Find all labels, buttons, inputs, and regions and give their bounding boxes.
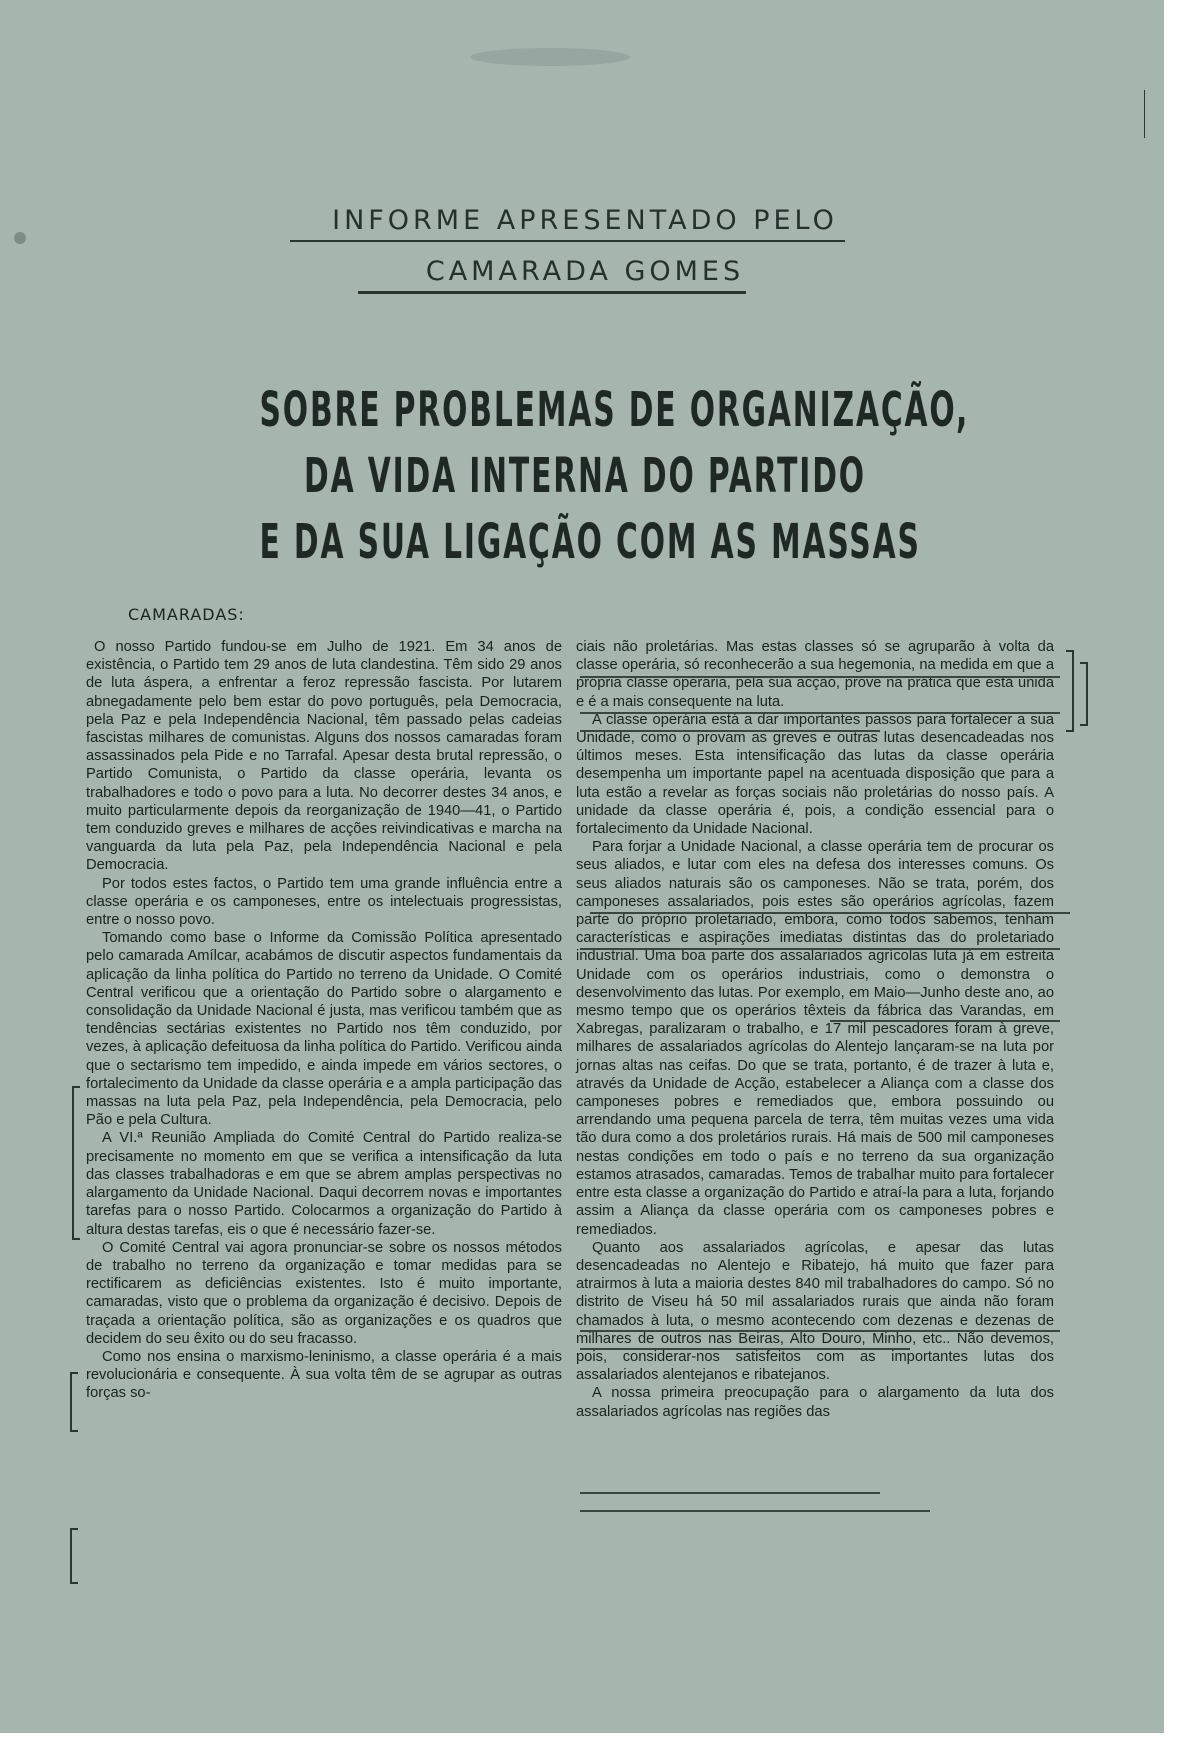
handwritten-underline: [580, 730, 880, 732]
paragraph: O nosso Partido fundou-se em Julho de 1921. Em 34 anos de existência, o Partido tem 29 anos de luta clandestina. Têm sido 29 anos de luta áspera, a enfrentar a feroz repressão fascista. Por lutarem abnegadamente pelo bem estar do povo português, pela Democracia, pela Paz e pela Independência Nacional, têm passado pelas cadeias fascistas milhares de comunistas. Alguns dos nossos camaradas foram assassinados pela Pide e no Tarrafal. Apesar desta brutal repressão, o Partido Comunista, o Partido da classe operária, levanta os trabalhadores e todo o povo para a luta. No decorrer destes 34 anos, e muito particularmente depois da reorganização de 1940—41, o Partido tem conduzido greves e milhares de acções reivindicativas e marcha na vanguarda da luta pela Paz, pela Independência Nacional e pela Democracia.: [86, 639, 562, 874]
title-line-2: DA VIDA INTERNA DO PARTIDO: [304, 448, 866, 504]
hole-punch-mark: [14, 232, 26, 244]
paragraph: Como nos ensina o marxismo-leninismo, a classe operária é a mais revolucionária e consequente. À sua volta têm de se agrupar as outras forças so-: [86, 1348, 562, 1402]
paragraph: Quanto aos assalariados agrícolas, e apesar das lutas desencadeadas no Alentejo e Ribatejo, há muito que fazer para atrairmos à luta a maioria destes 840 mil trabalhadores do campo. Só no distrito de Viseu há 50 mil assalariados rurais que ainda não foram chamados à luta, o mesmo acontecendo com dezenas e dezenas de milhares de outros nas Beiras, Alto Douro, Minho, etc.. Não devemos, pois, considerar-nos satisfeitos com as importantes lutas dos assalariados alentejanos e ribatejanos.: [576, 1239, 1054, 1384]
handwritten-underline: [580, 1348, 910, 1350]
paragraph: Por todos estes factos, o Partido tem uma grande influência entre a classe operária e os camponeses, entre os intelectuais progressistas, entre o nosso povo.: [86, 875, 562, 929]
handwritten-underline: [580, 712, 1060, 714]
margin-bracket: [70, 1528, 78, 1584]
header-underline-2: [358, 291, 746, 294]
paragraph: Para forjar a Unidade Nacional, a classe operária tem de procurar os seus aliados, e lutar com eles na defesa dos interesses comuns. Os seus aliados naturais são os camponeses. Não se trata, porém, dos camponeses assalariados, pois estes são operários agrícolas, fazem parte do próprio proletariado, embora, como todos sabemos, tenham características e aspirações imediatas distintas das do proletariado industrial. Uma boa parte dos assalariados agrícolas luta já em estreita Unidade com os operários industriais, como o demonstra o desenvolvimento das lutas. Por exemplo, em Maio—Junho deste ano, ao mesmo tempo que os operários têxteis da fábrica das Varandas, em Xabregas, paralizaram o trabalho, e 17 mil pescadores foram à greve, milhares de assalariados agrícolas do Alentejo lançaram-se na luta por jornas altas nas ceifas. Do que se trata, portanto, é de trazer à luta e, através da Unidade de Acção, estabelecer a Aliança com a classe dos camponeses pobres e remediados que, embora possuindo ou arrendando uma pequena parcela de terra, têm muitas vezes uma vida tão dura como a dos proletários rurais. Há mais de 500 mil camponeses nestas condições em todo o país e no terreno da sua organização estamos atrasados, camaradas. Temos de trabalhar muito para fortalecer entre esta classe a organização do Partido e atraí-la para a luta, forjando assim a Aliança da classe operária com os camponeses pobres e remediados.: [576, 839, 1054, 1238]
margin-bracket: [1080, 662, 1088, 726]
header-line-2: CAMARADA GOMES: [425, 256, 745, 287]
handwritten-underline: [580, 1330, 1060, 1332]
margin-bracket: [1066, 650, 1074, 732]
title-line-3: E DA SUA LIGAÇÃO COM AS MASSAS: [259, 514, 921, 570]
title-line-1: SOBRE PROBLEMAS DE ORGANIZAÇÃO,: [259, 382, 970, 438]
left-column: [86, 638, 562, 1403]
salutation: CAMARADAS:: [128, 605, 245, 624]
header-underline-1: [290, 240, 845, 242]
paragraph: A classe operária está a dar importantes passos para fortalecer a sua Unidade, como o provam as greves e outras lutas desencadeadas nos últimos meses. Esta intensificação das lutas da classe operária desempenha um importante papel na acentuada disposição que para a luta estão a revelar as forças sociais não proletárias do nosso país. A unidade da classe operária é, pois, a condição essencial para o fortalecimento da Unidade Nacional.: [576, 711, 1054, 838]
right-column: [576, 638, 1054, 1421]
paragraph: A VI.ª Reunião Ampliada do Comité Central do Partido realiza-se precisamente no momento em que se verifica a intensificação da luta das classes trabalhadoras e em que se abrem amplas perspectivas no alargamento da Unidade Nacional. Daqui decorrem novas e importantes tarefas para o nosso Partido. Colocarmos a organização do Partido à altura destas tarefas, eis o que é necessário fazer-se.: [86, 1130, 562, 1238]
paragraph: Tomando como base o Informe da Comissão Política apresentado pelo camarada Amílcar, acabámos de discutir aspectos fundamentais da aplicação da linha política do Partido no terreno da Unidade. O Comité Central verificou que a orientação do Partido sobre o alargamento e consolidação da Unidade Nacional é justa, mas verificou também que as tendências sectárias existentes no Partido nos têm conduzido, por vezes, à aplicação defeituosa da linha política do Partido. Verificou ainda que o sectarismo tem impedido, e ainda impede em vários sectores, o fortalecimento da Unidade da classe operária e a ampla participação das massas na luta pela Paz, pela Independência, pela Democracia, pelo Pão e pela Cultura.: [86, 930, 562, 1129]
paragraph: O Comité Central vai agora pronunciar-se sobre os nossos métodos de trabalho no terreno da organização e tomar medidas para se rectificarem as deficiências existentes. Isto é muito importante, camaradas, visto que o problema da organização é decisivo. Depois de traçada a orientação política, são as organizações e os quadros que decidem do seu êxito ou do seu fracasso.: [86, 1239, 562, 1347]
paper-stain: [470, 48, 630, 66]
handwritten-underline: [580, 1492, 880, 1494]
header-line-1: INFORME APRESENTADO PELO: [332, 205, 838, 236]
handwritten-underline: [580, 1510, 930, 1512]
handwritten-underline: [580, 948, 1060, 950]
margin-bracket: [72, 1086, 80, 1240]
paragraph: ciais não proletárias. Mas estas classes só se agruparão à volta da classe operária, só reconhecerão a sua hegemonia, na medida em que a própria classe operária, pela sua acção, prove na prática que está unida e é a mais consequente na luta.: [576, 639, 1054, 710]
paragraph: A nossa primeira preocupação para o alargamento da luta dos assalariados agrícolas nas regiões das: [576, 1385, 1054, 1420]
margin-pencil-mark: [1144, 90, 1145, 138]
handwritten-underline: [590, 912, 1070, 914]
margin-bracket: [70, 1372, 78, 1432]
handwritten-underline: [830, 1020, 1060, 1022]
handwritten-underline: [580, 676, 1060, 678]
